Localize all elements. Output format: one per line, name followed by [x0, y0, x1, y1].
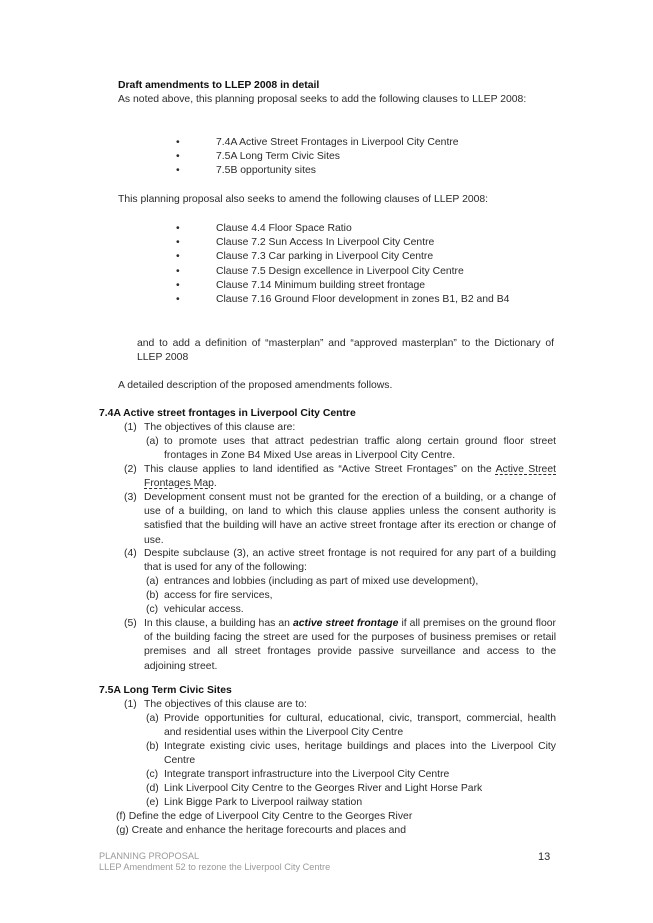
list-item: • Clause 4.4 Floor Space Ratio [216, 222, 554, 236]
footer-document-type: PLANNING PROPOSAL [99, 851, 200, 861]
page-number: 13 [538, 851, 551, 863]
clause-number: (5) [124, 618, 137, 629]
clause-text [144, 617, 556, 674]
clause-number: (a) [146, 436, 159, 447]
section-75a-heading: 7.5A Long Term Civic Sites [99, 685, 232, 696]
intro-paragraph-1: As noted above, this planning proposal seeks to add the following clauses to LLEP 2008: [118, 94, 527, 105]
active-street-frontages-map-link[interactable]: Active Street Frontages Map [144, 464, 556, 490]
clause-number: (d) [146, 783, 159, 794]
clause-text: Create and enhance the heritage forecourts and places and [131, 825, 406, 836]
intro-paragraph-4: A detailed description of the proposed amendments follows. [118, 380, 393, 391]
list-item: • Clause 7.16 Ground Floor development in zones B1, B2 and B4 [216, 293, 554, 307]
clause-number: (1) [124, 699, 137, 710]
clause-number: (a) [146, 576, 159, 587]
clause-number: (3) [124, 492, 137, 503]
clause-text-part: This clause applies to land identified as “Active Street Frontages” on the [144, 464, 492, 475]
intro-paragraph-2: This planning proposal also seeks to amend the following clauses of LLEP 2008: [118, 194, 489, 205]
clause-74a-body [124, 421, 556, 673]
list-item: • Clause 7.5 Design excellence in Liverpool City Centre [216, 265, 554, 279]
clause-text-part: In this clause, a building has an [144, 618, 290, 629]
clause-number: (4) [124, 548, 137, 559]
list-item: • Clause 7.3 Car parking in Liverpool City Centre [216, 250, 554, 264]
amended-clauses-list [216, 222, 554, 307]
section-74a-heading: 7.4A Active street frontages in Liverpool City Centre [99, 408, 356, 419]
clause-75a-body [124, 698, 556, 810]
clause-number: (e) [146, 797, 159, 808]
intro-paragraph-3: and to add a definition of “masterplan” and “approved masterplan” to the Dictionary of LLEP 2008 [137, 338, 554, 364]
clause-text: Development consent must not be granted for the erection of a building, or a change of use of a building, on land to which this clause applies unless the consent authority is satisfied that the building will have an active street frontage after its erection or change of use. [144, 492, 556, 546]
clause-text: Link Liverpool City Centre to the Georges River and Light Horse Park [164, 783, 483, 794]
footer-document-title: LLEP Amendment 52 to rezone the Liverpool City Centre [99, 862, 331, 872]
list-item: • 7.5A Long Term Civic Sites [216, 150, 556, 164]
clause-text: The objectives of this clause are to: [144, 699, 307, 710]
clause-number: (b) [146, 590, 159, 601]
clause-text: access for fire services, [164, 590, 273, 601]
clause-number: (b) [146, 741, 159, 752]
list-item: • 7.5B opportunity sites [216, 164, 556, 178]
added-clauses-list [216, 136, 556, 179]
clause-text-part: if all premises on the ground floor of the building facing the street are used for the purposes of business premises or retail premises and all street frontages provide passive surveillance and access to the adjoining street. [144, 618, 556, 672]
clause-75a-f [116, 810, 556, 824]
clause-number: (f) [116, 811, 126, 822]
list-item: • 7.4A Active Street Frontages in Liverpool City Centre [216, 136, 556, 150]
clause-text: entrances and lobbies (including as part of mixed use development), [164, 576, 479, 587]
defined-term: active street frontage [292, 618, 399, 629]
clause-text-end: . [213, 478, 217, 490]
clause-number: (1) [124, 422, 137, 433]
clause-text: The objectives of this clause are: [144, 422, 296, 433]
list-item: • Clause 7.2 Sun Access In Liverpool City Centre [216, 236, 554, 250]
clause-text: Integrate existing civic uses, heritage buildings and places into the Liverpool City Centre [164, 741, 556, 767]
clause-text: Link Bigge Park to Liverpool railway station [164, 797, 363, 808]
intro-heading: Draft amendments to LLEP 2008 in detail [118, 80, 320, 91]
clause-text: Provide opportunities for cultural, educational, civic, transport, commercial, health and residential uses within the Liverpool City Centre [164, 713, 556, 739]
clause-number: (c) [146, 769, 159, 780]
clause-number: (a) [146, 713, 159, 724]
clause-text: Integrate transport infrastructure into the Liverpool City Centre [164, 769, 450, 780]
clause-text: vehicular access. [164, 604, 244, 615]
clause-number: (c) [146, 604, 159, 615]
clause-text: Despite subclause (3), an active street frontage is not required for any part of a building that is used for any of the following: [144, 548, 556, 574]
list-item: • Clause 7.14 Minimum building street frontage [216, 279, 554, 293]
clause-text: to promote uses that attract pedestrian traffic along certain ground floor street frontages in Zone B4 Mixed Use areas in Liverpool City Centre. [164, 436, 556, 462]
clause-number: (g) [116, 825, 129, 836]
clause-text [144, 463, 556, 491]
clause-number: (2) [124, 464, 137, 475]
clause-text: Define the edge of Liverpool City Centre to the Georges River [128, 811, 413, 822]
clause-75a-g [116, 824, 556, 838]
